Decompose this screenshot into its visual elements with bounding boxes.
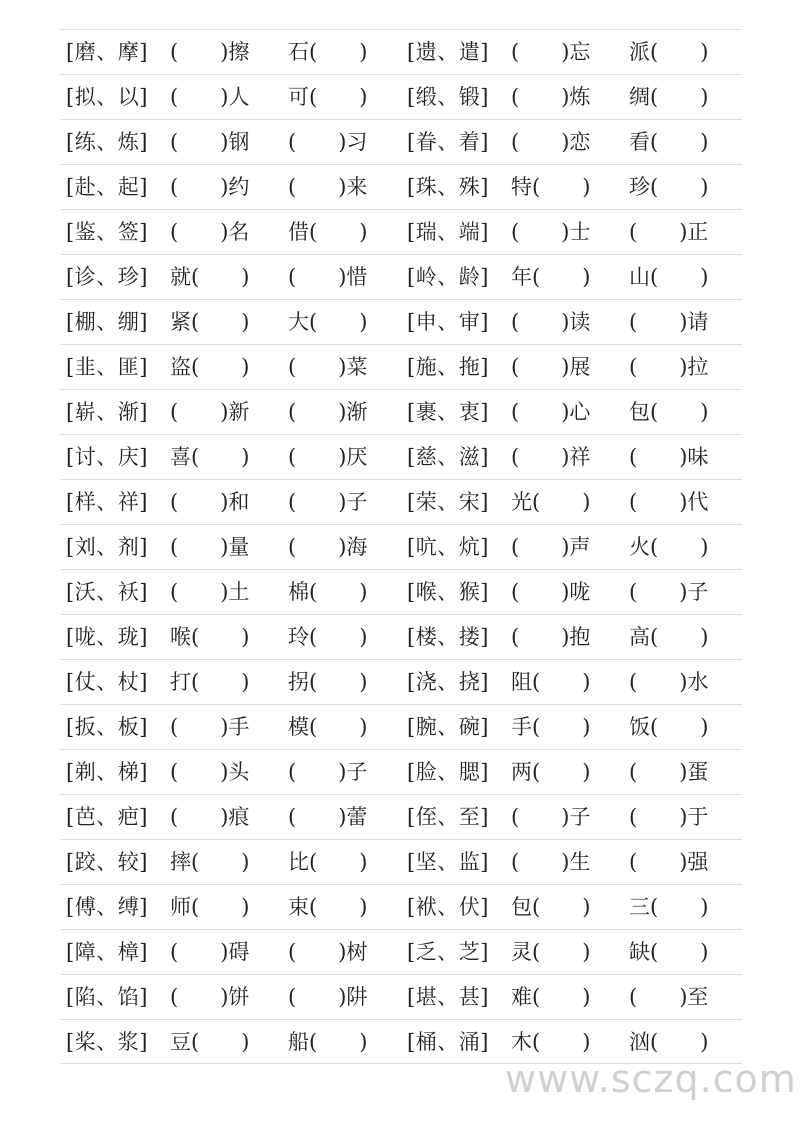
exercise-item-right — [407, 975, 737, 1020]
exercise-item-right — [407, 435, 737, 480]
exercise-item-right — [407, 210, 737, 255]
blank-phrase-2: ( )厌 — [288, 445, 368, 469]
exercise-row — [60, 74, 742, 119]
char-pair: [棚、绷] — [66, 310, 148, 334]
blank-phrase-1: ( )痕 — [170, 805, 250, 829]
exercise-row — [60, 659, 742, 704]
blank-phrase-1: 木( ) — [511, 1030, 591, 1054]
exercise-item-right — [407, 840, 737, 885]
blank-phrase-1: ( )子 — [511, 805, 591, 829]
blank-phrase-1: ( )抱 — [511, 625, 591, 649]
exercise-item-right — [407, 705, 737, 750]
blank-phrase-2: ( )请 — [629, 310, 709, 334]
blank-phrase-2: 看( ) — [629, 130, 709, 154]
exercise-item-right — [407, 120, 737, 165]
blank-phrase-1: ( )钢 — [170, 130, 250, 154]
exercise-row — [60, 794, 742, 839]
exercise-item-left — [66, 30, 396, 75]
char-pair: [坚、监] — [407, 850, 489, 874]
char-pair: [施、拖] — [407, 355, 489, 379]
exercise-row — [60, 299, 742, 344]
blank-phrase-2: ( )菜 — [288, 355, 368, 379]
blank-phrase-1: ( )量 — [170, 535, 250, 559]
exercise-row — [60, 614, 742, 659]
char-pair: [磨、摩] — [66, 40, 148, 64]
char-pair: [鉴、签] — [66, 220, 148, 244]
blank-phrase-1: 盗( ) — [170, 355, 250, 379]
exercise-item-left — [66, 390, 396, 435]
blank-phrase-2: 借( ) — [288, 220, 368, 244]
exercise-item-right — [407, 570, 737, 615]
char-pair: [咙、珑] — [66, 625, 148, 649]
exercise-item-right — [407, 615, 737, 660]
exercise-row — [60, 164, 742, 209]
exercise-item-left — [66, 840, 396, 885]
blank-phrase-1: ( )声 — [511, 535, 591, 559]
blank-phrase-2: 比( ) — [288, 850, 368, 874]
exercise-item-right — [407, 525, 737, 570]
exercise-item-left — [66, 570, 396, 615]
exercise-item-left — [66, 480, 396, 525]
blank-phrase-1: 喜( ) — [170, 445, 250, 469]
blank-phrase-1: ( )饼 — [170, 985, 250, 1009]
char-pair: [荣、宋] — [407, 490, 489, 514]
blank-phrase-1: 光( ) — [511, 490, 591, 514]
exercise-item-left — [66, 120, 396, 165]
char-pair: [袱、伏] — [407, 895, 489, 919]
exercise-item-left — [66, 165, 396, 210]
char-pair: [申、审] — [407, 310, 489, 334]
blank-phrase-2: ( )海 — [288, 535, 368, 559]
blank-phrase-2: 棉( ) — [288, 580, 368, 604]
blank-phrase-1: ( )土 — [170, 580, 250, 604]
blank-phrase-1: 两( ) — [511, 760, 591, 784]
blank-phrase-1: ( )新 — [170, 400, 250, 424]
exercise-item-left — [66, 300, 396, 345]
blank-phrase-2: 束( ) — [288, 895, 368, 919]
exercise-row — [60, 569, 742, 614]
char-pair: [吭、炕] — [407, 535, 489, 559]
exercise-item-left — [66, 345, 396, 390]
blank-phrase-1: 打( ) — [170, 670, 250, 694]
blank-phrase-2: 缺( ) — [629, 940, 709, 964]
blank-phrase-1: 特( ) — [511, 175, 591, 199]
blank-phrase-1: 难( ) — [511, 985, 591, 1009]
char-pair: [桶、涌] — [407, 1030, 489, 1054]
char-pair: [乏、芝] — [407, 940, 489, 964]
char-pair: [剃、梯] — [66, 760, 148, 784]
exercise-row — [60, 29, 742, 74]
char-pair: [傅、缚] — [66, 895, 148, 919]
exercise-item-left — [66, 930, 396, 975]
blank-phrase-2: 汹( ) — [629, 1030, 709, 1054]
blank-phrase-1: 年( ) — [511, 265, 591, 289]
blank-phrase-2: ( )正 — [629, 220, 709, 244]
blank-phrase-2: 派( ) — [629, 40, 709, 64]
blank-phrase-1: ( )手 — [170, 715, 250, 739]
blank-phrase-1: ( )和 — [170, 490, 250, 514]
char-pair: [跤、较] — [66, 850, 148, 874]
exercise-row — [60, 389, 742, 434]
exercise-row — [60, 884, 742, 929]
blank-phrase-2: 大( ) — [288, 310, 368, 334]
exercise-item-left — [66, 210, 396, 255]
char-pair: [韭、匪] — [66, 355, 148, 379]
char-pair: [缎、锻] — [407, 85, 489, 109]
blank-phrase-2: ( )阱 — [288, 985, 368, 1009]
blank-phrase-1: ( )人 — [170, 85, 250, 109]
exercise-item-left — [66, 885, 396, 930]
char-pair: [浇、挠] — [407, 670, 489, 694]
char-pair: [慈、滋] — [407, 445, 489, 469]
exercise-item-right — [407, 930, 737, 975]
blank-phrase-1: ( )恋 — [511, 130, 591, 154]
exercise-table — [60, 29, 742, 1064]
blank-phrase-2: 可( ) — [288, 85, 368, 109]
blank-phrase-2: 高( ) — [629, 625, 709, 649]
blank-phrase-1: ( )咙 — [511, 580, 591, 604]
exercise-row — [60, 479, 742, 524]
char-pair: [裹、衷] — [407, 400, 489, 424]
exercise-item-right — [407, 885, 737, 930]
char-pair: [讨、庆] — [66, 445, 148, 469]
char-pair: [瑞、端] — [407, 220, 489, 244]
watermark: www.sczq.com — [505, 1057, 797, 1101]
exercise-item-right — [407, 660, 737, 705]
blank-phrase-1: 就( ) — [170, 265, 250, 289]
exercise-item-right — [407, 480, 737, 525]
exercise-item-right — [407, 30, 737, 75]
char-pair: [堪、甚] — [407, 985, 489, 1009]
blank-phrase-2: ( )子 — [288, 760, 368, 784]
blank-phrase-2: ( )习 — [288, 130, 368, 154]
char-pair: [仗、杖] — [66, 670, 148, 694]
blank-phrase-2: 珍( ) — [629, 175, 709, 199]
char-pair: [样、祥] — [66, 490, 148, 514]
blank-phrase-2: 饭( ) — [629, 715, 709, 739]
char-pair: [芭、疤] — [66, 805, 148, 829]
blank-phrase-2: 石( ) — [288, 40, 368, 64]
blank-phrase-2: ( )树 — [288, 940, 368, 964]
blank-phrase-1: ( )头 — [170, 760, 250, 784]
exercise-item-right — [407, 1020, 737, 1065]
exercise-item-right — [407, 345, 737, 390]
blank-phrase-2: ( )拉 — [629, 355, 709, 379]
blank-phrase-1: ( )心 — [511, 400, 591, 424]
blank-phrase-2: 拐( ) — [288, 670, 368, 694]
blank-phrase-2: ( )至 — [629, 985, 709, 1009]
exercise-item-right — [407, 750, 737, 795]
blank-phrase-1: 摔( ) — [170, 850, 250, 874]
exercise-item-right — [407, 165, 737, 210]
blank-phrase-2: 火( ) — [629, 535, 709, 559]
blank-phrase-1: ( )祥 — [511, 445, 591, 469]
blank-phrase-1: ( )擦 — [170, 40, 250, 64]
exercise-row — [60, 524, 742, 569]
exercise-row — [60, 434, 742, 479]
blank-phrase-1: ( )士 — [511, 220, 591, 244]
char-pair: [拟、以] — [66, 85, 148, 109]
blank-phrase-2: ( )蛋 — [629, 760, 709, 784]
blank-phrase-1: 包( ) — [511, 895, 591, 919]
char-pair: [珠、殊] — [407, 175, 489, 199]
char-pair: [练、炼] — [66, 130, 148, 154]
blank-phrase-1: ( )读 — [511, 310, 591, 334]
exercise-item-left — [66, 975, 396, 1020]
exercise-row — [60, 704, 742, 749]
blank-phrase-2: 包( ) — [629, 400, 709, 424]
blank-phrase-2: ( )味 — [629, 445, 709, 469]
char-pair: [桨、浆] — [66, 1030, 148, 1054]
char-pair: [楼、搂] — [407, 625, 489, 649]
blank-phrase-2: ( )来 — [288, 175, 368, 199]
exercise-row — [60, 749, 742, 794]
exercise-item-left — [66, 615, 396, 660]
blank-phrase-2: 船( ) — [288, 1030, 368, 1054]
blank-phrase-2: ( )蕾 — [288, 805, 368, 829]
exercise-item-left — [66, 435, 396, 480]
char-pair: [诊、珍] — [66, 265, 148, 289]
blank-phrase-1: 师( ) — [170, 895, 250, 919]
exercise-item-left — [66, 525, 396, 570]
exercise-item-left — [66, 795, 396, 840]
char-pair: [腕、碗] — [407, 715, 489, 739]
blank-phrase-1: ( )约 — [170, 175, 250, 199]
exercise-row — [60, 839, 742, 884]
blank-phrase-2: ( )惜 — [288, 265, 368, 289]
char-pair: [陷、馅] — [66, 985, 148, 1009]
blank-phrase-1: ( )名 — [170, 220, 250, 244]
char-pair: [眷、着] — [407, 130, 489, 154]
exercise-item-left — [66, 660, 396, 705]
blank-phrase-2: ( )水 — [629, 670, 709, 694]
blank-phrase-2: 山( ) — [629, 265, 709, 289]
exercise-item-left — [66, 705, 396, 750]
blank-phrase-2: ( )渐 — [288, 400, 368, 424]
blank-phrase-1: ( )生 — [511, 850, 591, 874]
char-pair: [岭、龄] — [407, 265, 489, 289]
exercise-item-right — [407, 300, 737, 345]
exercise-item-left — [66, 750, 396, 795]
char-pair: [喉、猴] — [407, 580, 489, 604]
blank-phrase-1: ( )碍 — [170, 940, 250, 964]
exercise-item-right — [407, 390, 737, 435]
blank-phrase-2: ( )于 — [629, 805, 709, 829]
exercise-row — [60, 929, 742, 974]
blank-phrase-2: 模( ) — [288, 715, 368, 739]
exercise-item-left — [66, 75, 396, 120]
exercise-row — [60, 974, 742, 1019]
blank-phrase-2: ( )强 — [629, 850, 709, 874]
blank-phrase-1: 阻( ) — [511, 670, 591, 694]
char-pair: [遗、遣] — [407, 40, 489, 64]
blank-phrase-2: 绸( ) — [629, 85, 709, 109]
exercise-item-right — [407, 255, 737, 300]
char-pair: [赴、起] — [66, 175, 148, 199]
exercise-row — [60, 119, 742, 164]
char-pair: [刘、剂] — [66, 535, 148, 559]
exercise-row — [60, 1019, 742, 1064]
blank-phrase-1: ( )忘 — [511, 40, 591, 64]
blank-phrase-2: 三( ) — [629, 895, 709, 919]
blank-phrase-1: ( )展 — [511, 355, 591, 379]
blank-phrase-1: 紧( ) — [170, 310, 250, 334]
exercise-row — [60, 254, 742, 299]
char-pair: [崭、渐] — [66, 400, 148, 424]
char-pair: [脸、腮] — [407, 760, 489, 784]
blank-phrase-2: ( )子 — [629, 580, 709, 604]
blank-phrase-1: 手( ) — [511, 715, 591, 739]
blank-phrase-2: 玲( ) — [288, 625, 368, 649]
blank-phrase-2: ( )代 — [629, 490, 709, 514]
exercise-item-right — [407, 75, 737, 120]
exercise-row — [60, 209, 742, 254]
blank-phrase-1: 豆( ) — [170, 1030, 250, 1054]
blank-phrase-1: ( )炼 — [511, 85, 591, 109]
exercise-item-left — [66, 255, 396, 300]
char-pair: [沃、袄] — [66, 580, 148, 604]
blank-phrase-2: ( )子 — [288, 490, 368, 514]
char-pair: [障、樟] — [66, 940, 148, 964]
char-pair: [扳、板] — [66, 715, 148, 739]
exercise-item-left — [66, 1020, 396, 1065]
char-pair: [侄、至] — [407, 805, 489, 829]
exercise-item-right — [407, 795, 737, 840]
blank-phrase-1: 灵( ) — [511, 940, 591, 964]
exercise-row — [60, 344, 742, 389]
blank-phrase-1: 喉( ) — [170, 625, 250, 649]
